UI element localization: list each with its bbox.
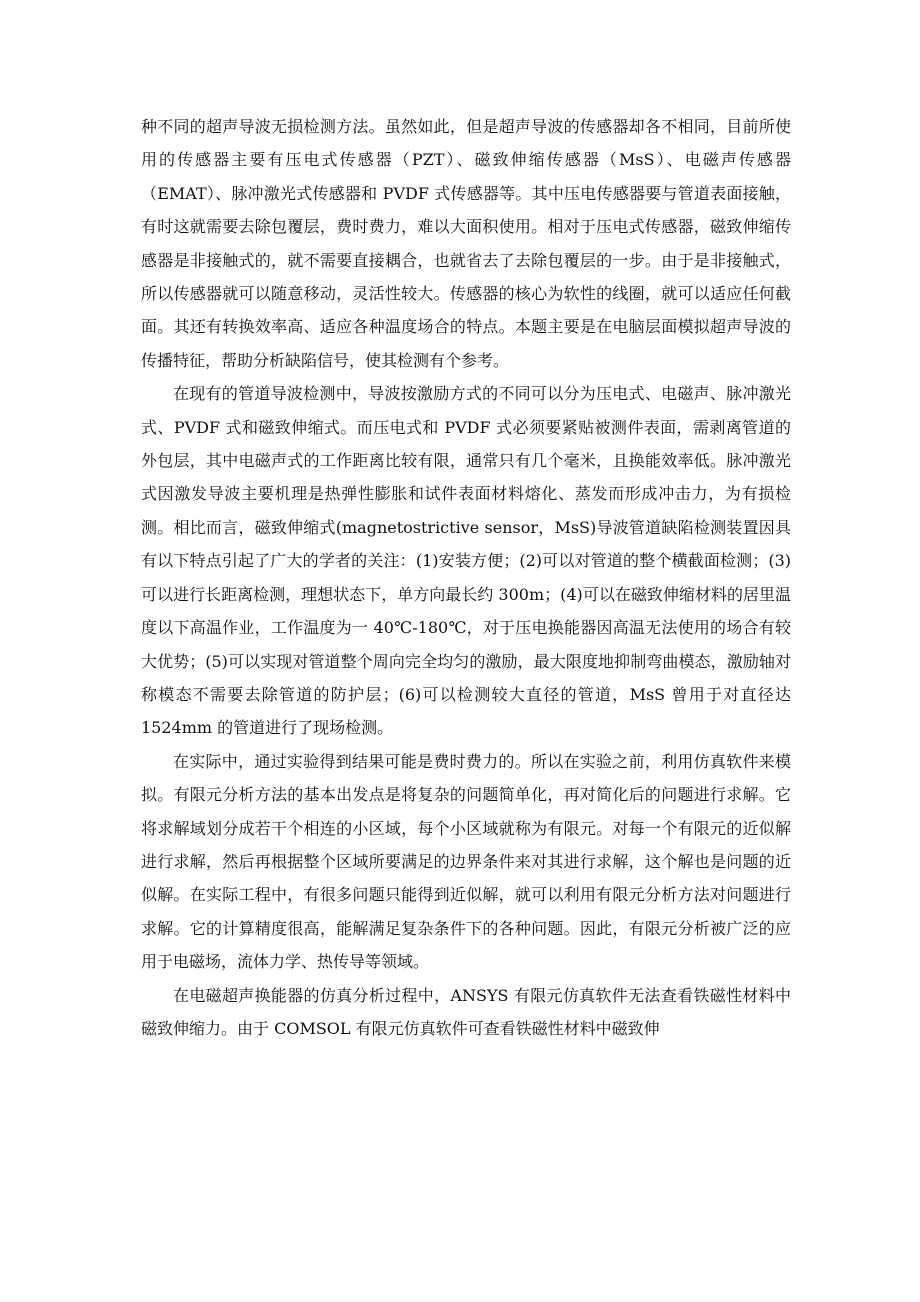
- paragraph-finite-element: 在实际中，通过实验得到结果可能是费时费力的。所以在实验之前，利用仿真软件来模拟。有限元分析方法的基本出发点是将复杂的问题简单化，再对简化后的问题进行求解。它将求解域划分成若干个相连的小区域，每个小区域就称为有限元。对每一个有限元的近似解进行求解，然后再根据整个区域所要满足的边界条件来对其进行求解，这个解也是问题的近似解。在实际工程中，有很多问题只能得到近似解，就可以利用有限元分析方法对问题进行求解。它的计算精度很高，能解满足复杂条件下的各种问题。因此，有限元分析被广泛的应用于电磁场，流体力学、热传导等领域。: [141, 751, 791, 972]
- paragraph-sensor-types: 种不同的超声导波无损检测方法。虽然如此，但是超声导波的传感器却各不相同，目前所使用的传感器主要有压电式传感器（PZT）、磁致伸缩传感器（MsS）、电磁声传感器（EMAT）、脉冲激光式传感器和 PVDF 式传感器等。其中压电传感器要与管道表面接触，有时这就需要去除包覆层，费时费力，难以大面积使用。相对于压电式传感器，磁致伸缩传感器是非接触式的，就不需要直接耦合，也就省去了去除包覆层的一步。由于是非接触式，所以传感器就可以随意移动，灵活性较大。传感器的核心为软性的线圈，就可以适应任何截面。其还有转换效率高、适应各种温度场合的特点。本题主要是在电脑层面模拟超声导波的传播特征，帮助分析缺陷信号，使其检测有个参考。: [141, 117, 791, 370]
- paragraph-excitation-methods: 在现有的管道导波检测中，导波按激励方式的不同可以分为压电式、电磁声、脉冲激光式、PVDF 式和磁致伸缩式。而压电式和 PVDF 式必须要紧贴被测件表面，需剥离管道的外包层，其中电磁声式的工作距离比较有限，通常只有几个毫米，且换能效率低。脉冲激光式因激发导波主要机理是热弹性膨胀和试件表面材料熔化、蒸发而形成冲击力，为有损检测。相比而言，磁致伸缩式(magnetostrictive sensor，MsS)导波管道缺陷检测装置因具有以下特点引起了广大的学者的关注：(1)安装方便；(2)可以对管道的整个横截面检测；(3)可以进行长距离检测，理想状态下，单方向最长约 300m；(4)可以在磁致伸缩材料的居里温度以下高温作业，工作温度为一 40℃-180℃，对于压电换能器因高温无法使用的场合有较大优势；(5)可以实现对管道整个周向完全均匀的激励，最大限度地抑制弯曲模态，激励轴对称模态不需要去除管道的防护层；(6)可以检测较大直径的管道，MsS 曾用于对直径达 1524mm 的管道进行了现场检测。: [141, 384, 791, 738]
- paragraph-simulation-software: 在电磁超声换能器的仿真分析过程中，ANSYS 有限元仿真软件无法查看铁磁性材料中磁致伸缩力。由于 COMSOL 有限元仿真软件可查看铁磁性材料中磁致伸: [141, 985, 791, 1038]
- document-page: [141, 110, 791, 1045]
